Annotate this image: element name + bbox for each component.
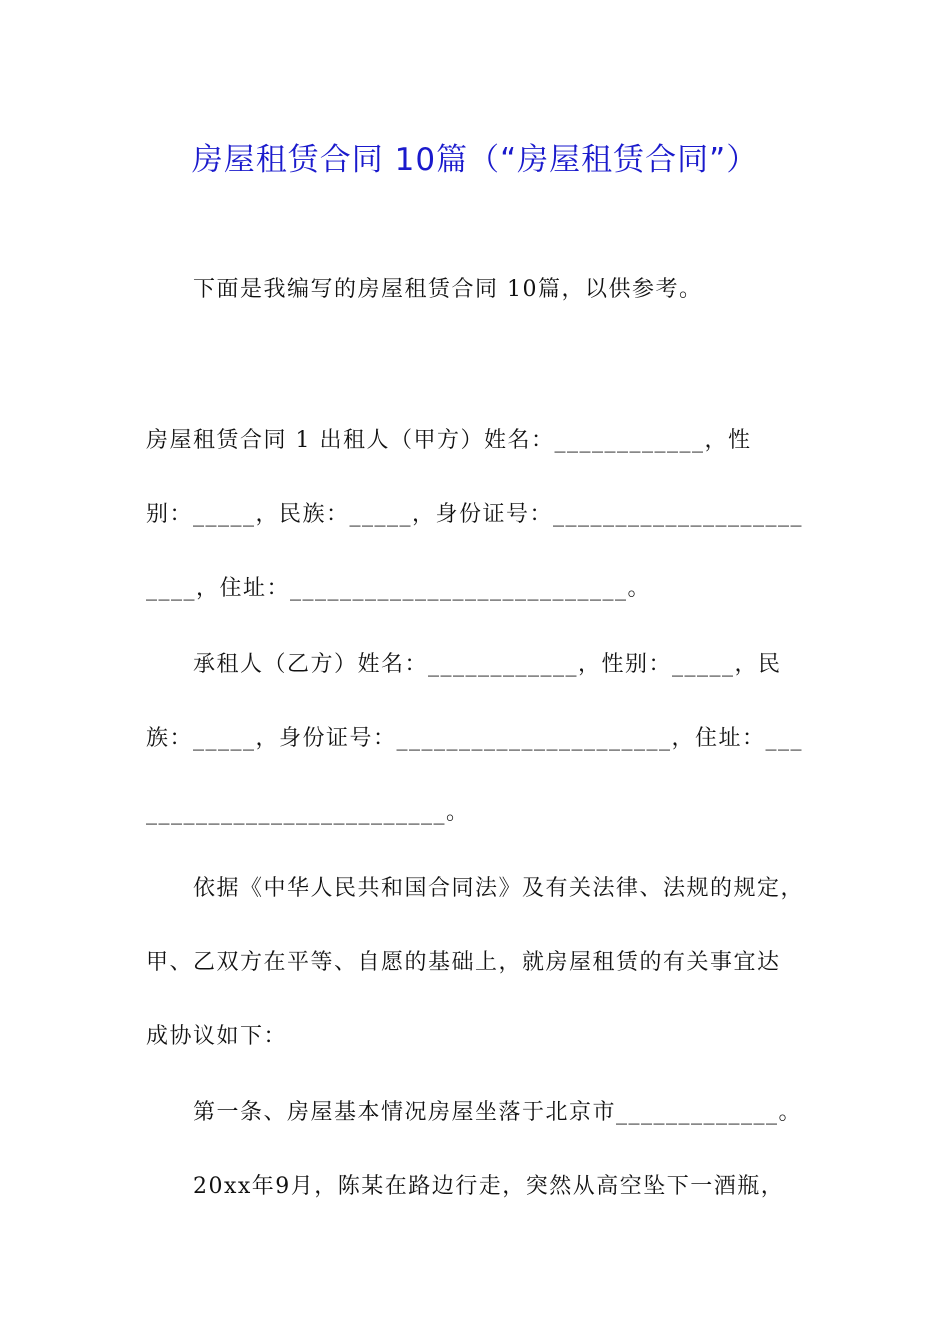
body-line: 甲、乙双方在平等、自愿的基础上，就房屋租赁的有关事宜达 xyxy=(146,950,781,975)
body-line: 别：_____，民族：_____，身份证号：____________________ xyxy=(146,502,804,527)
body-line: 依据《中华人民共和国合同法》及有关法律、法规的规定， xyxy=(193,876,805,901)
body-line: 房屋租赁合同 1 出租人（甲方）姓名：____________，性 xyxy=(146,428,752,453)
body-line: 成协议如下： xyxy=(146,1024,288,1049)
body-line: ____，住址：___________________________。 xyxy=(146,576,652,601)
body-line: 第一条、房屋基本情况房屋坐落于北京市_____________。 xyxy=(193,1100,803,1125)
body-line: ________________________。 xyxy=(146,800,470,825)
document-title: 房屋租赁合同 10篇（“房屋租赁合同”） xyxy=(191,142,759,178)
body-line: 族：_____，身份证号：______________________，住址：___ xyxy=(146,726,804,751)
intro-line: 下面是我编写的房屋租赁合同 10篇，以供参考。 xyxy=(193,277,703,302)
body-line: 承租人（乙方）姓名：____________，性别：_____，民 xyxy=(193,652,782,677)
body-line: 20xx年9月，陈某在路边行走，突然从高空坠下一酒瓶， xyxy=(193,1174,785,1199)
